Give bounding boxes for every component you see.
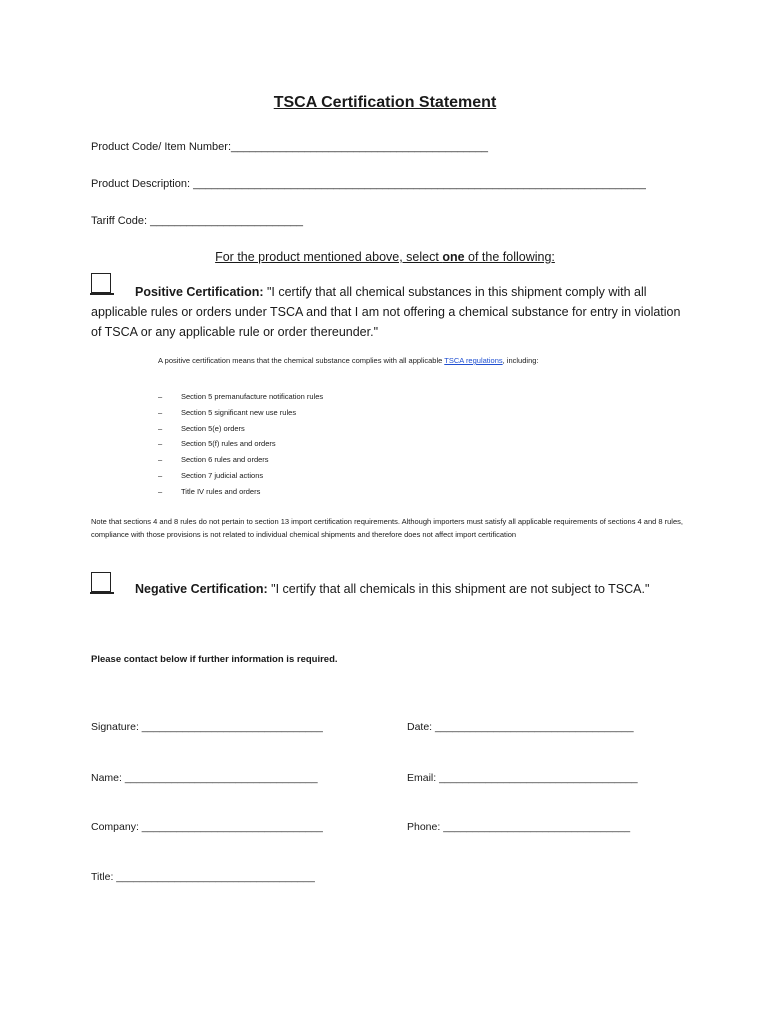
phone-field[interactable]: Phone: ________________________________	[407, 821, 631, 833]
date-field[interactable]: Date: __________________________________	[407, 721, 634, 733]
email-field[interactable]: Email: __________________________________	[407, 772, 638, 784]
dash-bullet: –	[158, 486, 163, 496]
positive-certification-label: Positive Certification:	[135, 285, 264, 299]
instruction-text-after: of the following:	[464, 250, 555, 264]
list-item	[158, 421, 323, 437]
list-item	[158, 405, 323, 421]
negative-certification-text: "I certify that all chemicals in this shipment are not subject to TSCA."	[267, 582, 650, 596]
positive-certification-text: "I certify that all chemical substances in this shipment comply with all applicable rules or orders under TSCA and that I am not offering a chemical substance for entry in violation of TSCA or any applicable rule or order thereunder."	[91, 285, 681, 339]
rule-text: Title IV rules and orders	[181, 486, 261, 496]
negative-certification-statement	[135, 579, 649, 599]
instruction-emphasis: one	[442, 250, 465, 264]
rule-text: Section 5 premanufacture notification rules	[181, 392, 324, 401]
product-description-field[interactable]: Product Description: __________________________________________________________________________	[91, 178, 646, 190]
list-item	[158, 468, 323, 484]
rule-text: Section 5(f) rules and orders	[181, 439, 276, 449]
document-title: TSCA Certification Statement	[273, 94, 497, 111]
tsca-regulations-link[interactable]: TSCA regulations	[444, 356, 503, 365]
rule-text: Section 6 rules and orders	[181, 455, 269, 465]
product-code-field[interactable]: Product Code/ Item Number:__________________________________________	[91, 141, 488, 153]
dash-bullet: –	[158, 455, 163, 465]
company-field[interactable]: Company: _______________________________	[91, 821, 323, 833]
dash-bullet: –	[158, 423, 163, 433]
name-field[interactable]: Name: _________________________________	[91, 772, 318, 784]
rule-text: Section 5 significant new use rules	[181, 407, 297, 417]
signature-field[interactable]: Signature: _______________________________	[91, 721, 323, 733]
explanation-text-before: A positive certification means that the chemical substance complies with all applicable	[158, 356, 445, 365]
positive-explanation	[158, 356, 539, 365]
rule-text: Section 5(e) orders	[181, 423, 245, 433]
title-field[interactable]: Title: __________________________________	[91, 871, 315, 883]
list-item	[158, 484, 323, 500]
positive-certification-statement	[91, 282, 681, 342]
list-item	[158, 436, 323, 452]
selection-instruction	[0, 250, 770, 264]
checkbox-shadow	[90, 592, 114, 594]
dash-bullet: –	[158, 407, 163, 417]
negative-certification-label: Negative Certification:	[135, 582, 268, 596]
import-note: Note that sections 4 and 8 rules do not pertain to section 13 import certification requirements. Although importers must satisfy all applicable requirements of sections 4 and 8 rules, compliance with those provisions is not related to individual chemical shipments and therefore does not affect import certification	[91, 517, 683, 539]
instruction-text-before: For the product mentioned above, select	[215, 250, 443, 264]
explanation-text-after: , including:	[502, 356, 539, 365]
tariff-code-field[interactable]: Tariff Code: _________________________	[91, 215, 304, 227]
dash-bullet: –	[158, 392, 163, 401]
negative-certification-checkbox[interactable]	[91, 572, 111, 592]
rules-list	[158, 389, 323, 500]
dash-bullet: –	[158, 439, 163, 449]
contact-prompt: Please contact below if further information is required.	[91, 654, 338, 665]
list-item	[158, 389, 323, 405]
dash-bullet: –	[158, 470, 163, 480]
rule-text: Section 7 judicial actions	[181, 470, 264, 480]
list-item	[158, 452, 323, 468]
